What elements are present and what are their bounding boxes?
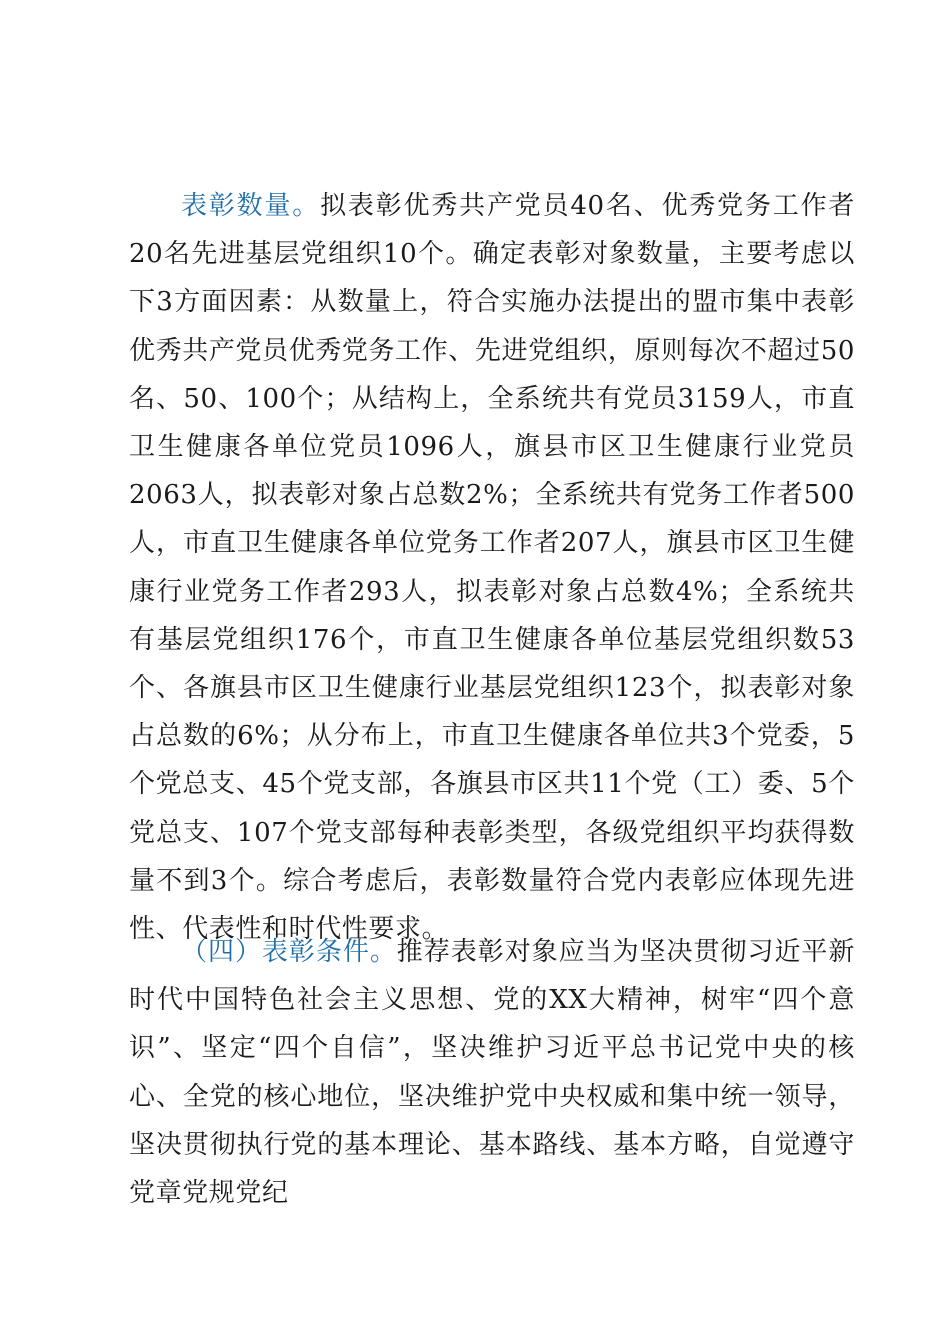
- paragraph-heading: （四）表彰条件。: [181, 937, 397, 967]
- paragraph-body: 拟表彰优秀共产党员40名、优秀党务工作者20名先进基层党组织10个。确定表彰对象数量，主要考虑以下3方面因素：从数量上，符合实施办法提出的盟市集中表彰优秀共产党员优秀党务工作、先进党组织，原则每次不超过50名、50、100个；从结构上，全系统共有党员3159人，市直卫生健康各单位党员1096人，旗县市区卫生健康行业党员2063人，拟表彰对象占总数2%；全系统共有党务工作者500人，市直卫生健康各单位党务工作者207人，旗县市区卫生健康行业党务工作者293人，拟表彰对象占总数4%；全系统共有基层党组织176个，市直卫生健康各单位基层党组织数53个、各旗县市区卫生健康行业基层党组织123个，拟表彰对象占总数的6%；从分布上，市直卫生健康各单位共3个党委，5个党总支、45个党支部，各旗县市区共11个党（工）委、5个党总支、107个党支部每种表彰类型，各级党组织平均获得数量不到3个。综合考虑后，表彰数量符合党内表彰应体现先进性、代表性和时代性要求。: [129, 191, 855, 945]
- paragraph-commendation-conditions: [129, 928, 855, 1217]
- paragraph-body: 推荐表彰对象应当为坚决贯彻习近平新时代中国特色社会主义思想、党的XX大精神，树牢“四个意识”、坚定“四个自信”，坚决维护习近平总书记党中央的核心、全党的核心地位，坚决维护党中央权威和集中统一领导，坚决贯彻执行党的基本理论、基本路线、基本方略，自觉遵守党章党规党纪: [129, 937, 855, 1209]
- paragraph-commendation-quantity: [129, 182, 855, 953]
- paragraph-heading: 表彰数量。: [181, 191, 321, 221]
